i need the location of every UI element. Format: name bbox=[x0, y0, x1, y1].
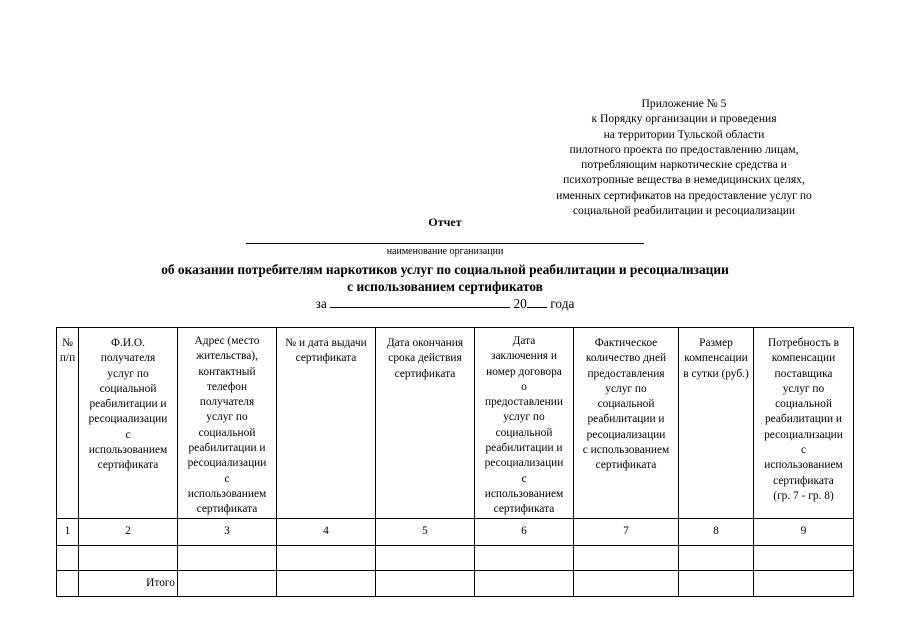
empty-cell bbox=[574, 546, 679, 571]
appendix-line: Приложение № 5 bbox=[641, 97, 727, 110]
header-cell-compensation-need: Потребность в компенсации поставщика услуг по социальной реабилитации и ресоциализации с использованием сертификата (гр. 7 - гр. 8) bbox=[754, 328, 854, 519]
header-cell-recipient: Ф.И.О. получателя услуг по социальной реабилитации и ресоциализации с использованием сертификата bbox=[79, 328, 178, 519]
empty-cell bbox=[754, 546, 854, 571]
report-table bbox=[56, 327, 854, 597]
empty-cell bbox=[376, 546, 475, 571]
empty-cell bbox=[79, 546, 178, 571]
empty-cell bbox=[754, 571, 854, 597]
column-number: 7 bbox=[574, 519, 679, 546]
report-period bbox=[0, 295, 890, 312]
empty-cell bbox=[679, 571, 754, 597]
column-number-row bbox=[57, 519, 854, 546]
appendix-line: социальной реабилитации и ресоциализации bbox=[572, 204, 796, 218]
header-cell-certificate-issue: № и дата выдачи сертификата bbox=[277, 328, 376, 519]
total-row bbox=[57, 571, 854, 597]
column-number: 1 bbox=[57, 519, 79, 546]
appendix-line: на территории Тульской области bbox=[603, 127, 765, 141]
subject-line: об оказании потребителям наркотиков услуг по социальной реабилитации и ресоциализации bbox=[161, 262, 729, 277]
empty-cell bbox=[178, 546, 277, 571]
header-cell-daily-compensation: Размер компенсации в сутки (руб.) bbox=[679, 328, 754, 519]
empty-cell bbox=[679, 546, 754, 571]
empty-cell bbox=[277, 571, 376, 597]
column-number: 6 bbox=[475, 519, 574, 546]
appendix-line: именных сертификатов на предоставление услуг по bbox=[556, 188, 812, 202]
appendix-line: потребляющим наркотические средства и bbox=[581, 158, 787, 172]
header-cell-number: № п/п bbox=[57, 328, 79, 519]
appendix-line: к Порядку организации и проведения bbox=[591, 112, 777, 126]
subject-line: с использованием сертификатов bbox=[347, 279, 543, 294]
empty-cell bbox=[376, 571, 475, 597]
empty-cell bbox=[178, 571, 277, 597]
appendix-line: психотропные вещества в немедицинских целях, bbox=[563, 173, 805, 187]
header-cell-certificate-expiry: Дата окончания срока действия сертификата bbox=[376, 328, 475, 519]
column-number: 3 bbox=[178, 519, 277, 546]
organization-name-line bbox=[246, 243, 644, 244]
organization-caption: наименование организации bbox=[386, 246, 504, 257]
year-blank bbox=[527, 295, 547, 308]
empty-cell bbox=[57, 546, 79, 571]
appendix-line: пилотного проекта по предоставлению лицам, bbox=[569, 142, 799, 156]
period-suffix: года bbox=[550, 296, 575, 311]
column-number: 8 bbox=[679, 519, 754, 546]
empty-cell bbox=[475, 571, 574, 597]
header-row bbox=[57, 328, 854, 519]
table-row bbox=[57, 546, 854, 571]
header-cell-address: Адрес (место жительства), контактный телефон получателя услуг по социальной реабилитации и ресоциализации с использованием сертификата bbox=[178, 328, 277, 519]
empty-cell bbox=[574, 571, 679, 597]
total-label: Итого bbox=[79, 571, 178, 597]
appendix-block bbox=[520, 96, 848, 218]
period-blank bbox=[330, 295, 510, 308]
report-subject bbox=[0, 261, 890, 295]
header-cell-actual-days: Фактическое количество дней предоставления услуг по социальной реабилитации и ресоциализации с использованием сертификата bbox=[574, 328, 679, 519]
period-year-prefix: 20 bbox=[513, 296, 527, 311]
empty-cell bbox=[475, 546, 574, 571]
column-number: 5 bbox=[376, 519, 475, 546]
report-title: Отчет bbox=[428, 215, 462, 229]
empty-cell bbox=[57, 571, 79, 597]
header-cell-contract: Дата заключения и номер договора о предоставлении услуг по социальной реабилитации и ресоциализации с использованием сертификата bbox=[475, 328, 574, 519]
empty-cell bbox=[277, 546, 376, 571]
column-number: 4 bbox=[277, 519, 376, 546]
column-number: 2 bbox=[79, 519, 178, 546]
period-prefix: за bbox=[315, 296, 327, 311]
column-number: 9 bbox=[754, 519, 854, 546]
